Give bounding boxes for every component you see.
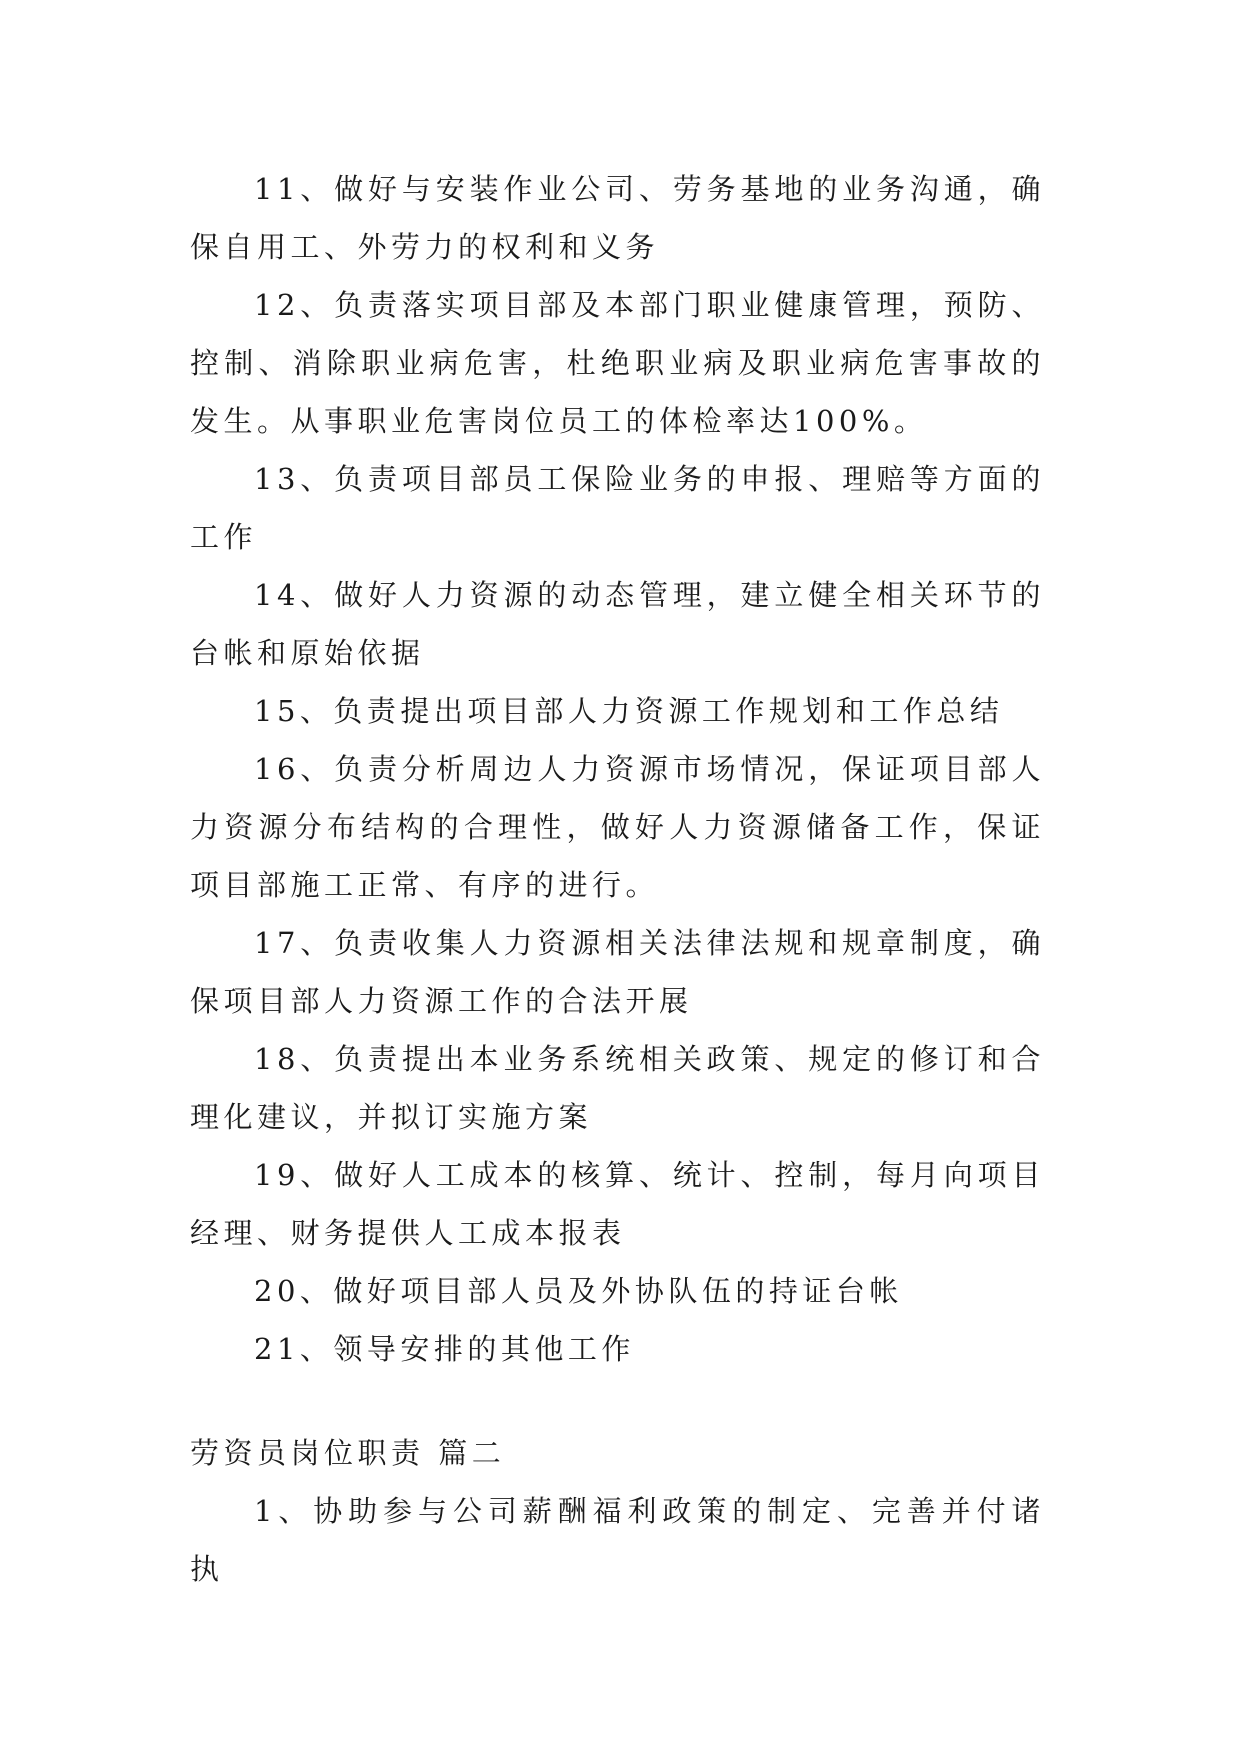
list-item: 12、负责落实项目部及本部门职业健康管理，预防、控制、消除职业病危害，杜绝职业病及职业病危害事故的发生。从事职业危害岗位员工的体检率达100%。 bbox=[190, 288, 1045, 438]
list-item: 20、做好项目部人员及外协队伍的持证台帐 bbox=[254, 1274, 903, 1308]
list-item: 13、负责项目部员工保险业务的申报、理赔等方面的工作 bbox=[190, 462, 1045, 554]
list-item: 17、负责收集人力资源相关法律法规和规章制度，确保项目部人力资源工作的合法开展 bbox=[190, 926, 1045, 1018]
list-item: 1、协助参与公司薪酬福利政策的制定、完善并付诸执 bbox=[190, 1494, 1045, 1586]
list-item: 15、负责提出项目部人力资源工作规划和工作总结 bbox=[254, 694, 1004, 728]
list-item: 18、负责提出本业务系统相关政策、规定的修订和合理化建议，并拟订实施方案 bbox=[190, 1042, 1045, 1134]
list-item: 21、领导安排的其他工作 bbox=[254, 1332, 635, 1366]
list-item: 14、做好人力资源的动态管理，建立健全相关环节的台帐和原始依据 bbox=[190, 578, 1045, 670]
list-item: 19、做好人工成本的核算、统计、控制，每月向项目经理、财务提供人工成本报表 bbox=[190, 1158, 1045, 1250]
section-heading: 劳资员岗位职责 篇二 bbox=[190, 1436, 506, 1470]
list-item: 11、做好与安装作业公司、劳务基地的业务沟通，确保自用工、外劳力的权利和义务 bbox=[190, 172, 1045, 264]
document-body bbox=[190, 160, 1045, 1598]
list-item: 16、负责分析周边人力资源市场情况，保证项目部人力资源分布结构的合理性，做好人力资源储备工作，保证项目部施工正常、有序的进行。 bbox=[190, 752, 1045, 902]
